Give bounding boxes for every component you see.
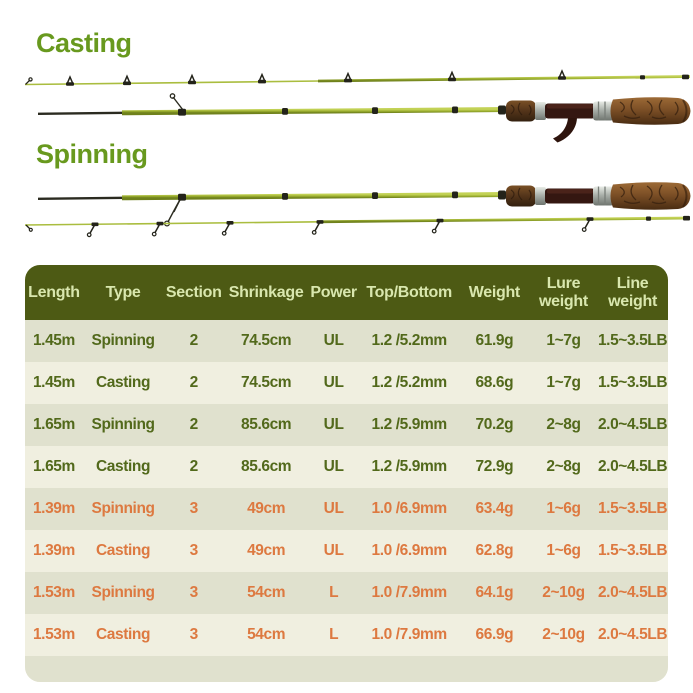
spec-table-body <box>25 320 668 656</box>
spec-table-header <box>25 265 668 320</box>
cell-weight: 70.2g <box>475 416 514 433</box>
cell-section: 2 <box>189 332 198 349</box>
cell-section: 2 <box>189 458 198 475</box>
column-header-power: Power <box>310 283 357 301</box>
cell-section: 3 <box>189 542 198 559</box>
cell-top-bottom: 1.2 /5.9mm <box>371 458 447 475</box>
cell-power: UL <box>323 500 344 517</box>
casting-rod-handle <box>506 97 691 142</box>
cell-type: Casting <box>96 626 151 643</box>
spec-table <box>25 265 668 682</box>
spec-row-6 <box>25 530 668 572</box>
cell-power: UL <box>323 542 344 559</box>
column-header-line-weight: Line weight <box>608 274 657 310</box>
spec-row-1 <box>25 320 668 362</box>
cell-power: UL <box>323 458 344 475</box>
cell-type: Casting <box>96 542 151 559</box>
cell-type: Spinning <box>91 332 155 349</box>
cell-lure-weight: 1~7g <box>546 374 581 391</box>
casting-rod-butt-image <box>38 94 691 143</box>
cell-shrinkage: 54cm <box>247 584 286 601</box>
cell-weight: 68.6g <box>475 374 514 391</box>
cell-shrinkage: 74.5cm <box>241 374 292 391</box>
cell-weight: 64.1g <box>475 584 514 601</box>
cell-shrinkage: 49cm <box>247 542 286 559</box>
spec-row-5 <box>25 488 668 530</box>
cell-top-bottom: 1.2 /5.9mm <box>371 416 447 433</box>
cell-lure-weight: 2~10g <box>542 584 585 601</box>
cell-lure-weight: 1~6g <box>546 500 581 517</box>
rods-image <box>0 0 693 252</box>
cell-length: 1.45m <box>32 374 75 391</box>
cell-section: 2 <box>189 374 198 391</box>
cell-weight: 63.4g <box>475 500 514 517</box>
cell-line-weight: 1.5~3.5LB <box>597 500 668 517</box>
cell-shrinkage: 85.6cm <box>241 416 292 433</box>
cell-power: L <box>329 584 339 601</box>
cell-power: UL <box>323 332 344 349</box>
cell-line-weight: 2.0~4.5LB <box>597 458 668 475</box>
cell-section: 3 <box>189 626 198 643</box>
cell-length: 1.45m <box>32 332 75 349</box>
cell-section: 2 <box>189 416 198 433</box>
cell-weight: 62.8g <box>475 542 514 559</box>
column-header-lure-weight: Lure weight <box>539 274 588 310</box>
cell-lure-weight: 2~10g <box>542 626 585 643</box>
cell-top-bottom: 1.0 /6.9mm <box>371 500 447 517</box>
cell-length: 1.53m <box>32 626 75 643</box>
cell-lure-weight: 1~7g <box>546 332 581 349</box>
cell-shrinkage: 54cm <box>247 626 286 643</box>
cell-section: 3 <box>189 500 198 517</box>
column-header-length: Length <box>28 283 80 301</box>
spinning-rod-handle <box>506 182 691 209</box>
cell-length: 1.39m <box>32 542 75 559</box>
column-header-type: Type <box>105 283 141 301</box>
cell-shrinkage: 49cm <box>247 500 286 517</box>
spec-row-8 <box>25 614 668 656</box>
cell-shrinkage: 85.6cm <box>241 458 292 475</box>
column-header-shrinkage: Shrinkage <box>228 283 304 301</box>
cell-top-bottom: 1.0 /6.9mm <box>371 542 447 559</box>
cell-top-bottom: 1.2 /5.2mm <box>371 332 447 349</box>
cell-top-bottom: 1.0 /7.9mm <box>371 626 447 643</box>
spinning-rod-tip-image <box>25 216 690 237</box>
cell-length: 1.65m <box>32 458 75 475</box>
cell-line-weight: 1.5~3.5LB <box>597 542 668 559</box>
cell-shrinkage: 74.5cm <box>241 332 292 349</box>
cell-power: UL <box>323 416 344 433</box>
cell-line-weight: 1.5~3.5LB <box>597 332 668 349</box>
cell-type: Spinning <box>91 416 155 433</box>
cell-lure-weight: 1~6g <box>546 542 581 559</box>
cell-length: 1.39m <box>32 500 75 517</box>
cell-length: 1.53m <box>32 584 75 601</box>
cell-line-weight: 1.5~3.5LB <box>597 374 668 391</box>
casting-rod-tip-image <box>25 71 690 86</box>
column-header-weight: Weight <box>468 283 520 301</box>
column-header-top-bottom: Top/Bottom <box>366 283 452 301</box>
cell-type: Casting <box>96 374 151 391</box>
spec-row-2 <box>25 362 668 404</box>
cell-line-weight: 2.0~4.5LB <box>597 626 668 643</box>
spinning-section-title: Spinning <box>36 139 148 169</box>
casting-trigger-grip <box>553 118 577 143</box>
cell-lure-weight: 2~8g <box>546 458 581 475</box>
cell-line-weight: 2.0~4.5LB <box>597 416 668 433</box>
cell-lure-weight: 2~8g <box>546 416 581 433</box>
cell-top-bottom: 1.0 /7.9mm <box>371 584 447 601</box>
cell-section: 3 <box>189 584 198 601</box>
cell-weight: 66.9g <box>475 626 514 643</box>
spec-table-footer <box>25 656 668 682</box>
column-header-section: Section <box>165 283 222 301</box>
spec-row-3 <box>25 404 668 446</box>
cell-type: Spinning <box>91 584 155 601</box>
spec-row-7 <box>25 572 668 614</box>
cell-weight: 61.9g <box>475 332 514 349</box>
spec-row-4 <box>25 446 668 488</box>
casting-section-title: Casting <box>36 28 132 58</box>
cell-type: Spinning <box>91 500 155 517</box>
cell-top-bottom: 1.2 /5.2mm <box>371 374 447 391</box>
cell-type: Casting <box>96 458 151 475</box>
cell-length: 1.65m <box>32 416 75 433</box>
cell-weight: 72.9g <box>475 458 514 475</box>
cell-power: UL <box>323 374 344 391</box>
cell-line-weight: 2.0~4.5LB <box>597 584 668 601</box>
cell-power: L <box>329 626 339 643</box>
